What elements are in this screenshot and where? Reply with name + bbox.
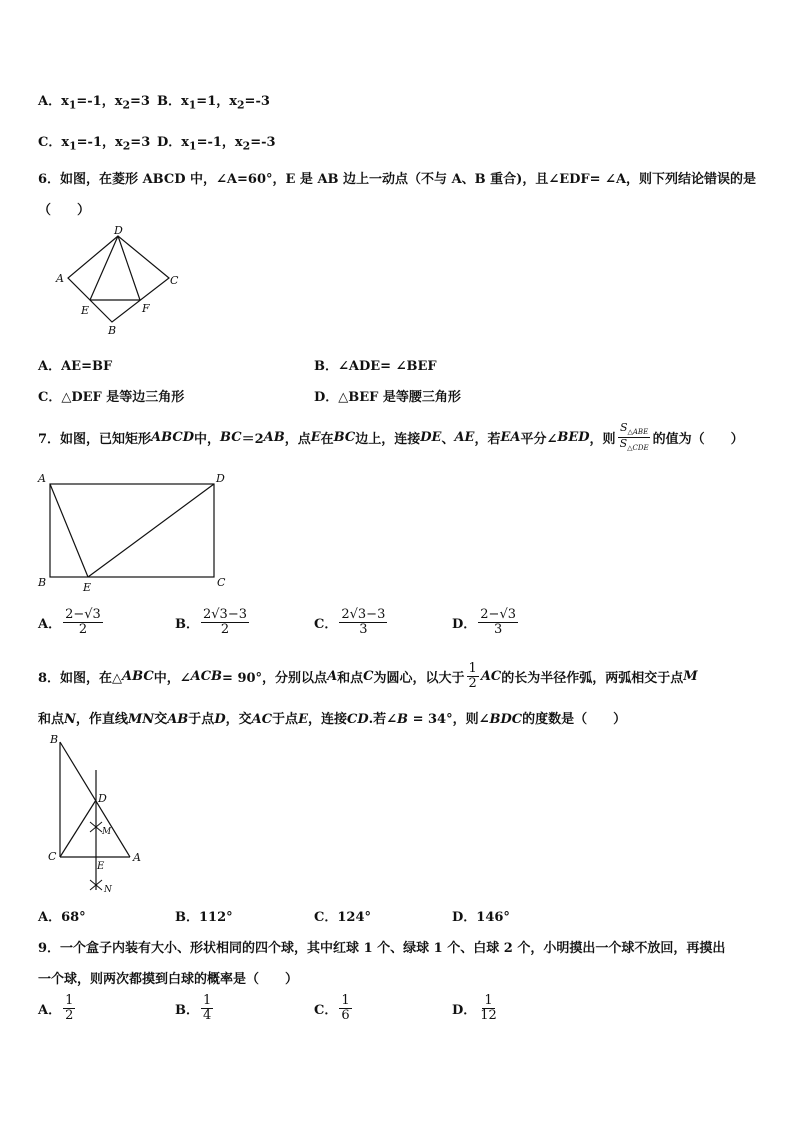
q5-option-b: B．$x_1=1$，$x_2=-3$ [157,94,270,112]
q8-label-c: C [48,850,57,863]
q6-rhombus-figure [52,226,182,338]
q8-stem-line2: 和点N，作直线MN交AB于点D，交AC于点E，连接CD.若∠B = 34°，则∠BDC的度数是（ ） [38,712,627,727]
q8-stem-line1: 8．如图，在△ ABC 中，∠ ACB = 90°，分别以点 A 和点 C 为圆心，以大于 $\frac{1}{2}$ AC 的长为半径作弧，两弧相交于点 M [38,661,698,691]
q8-label-d: D [98,792,107,805]
q6-label-a: A [56,272,64,285]
q7-option-a: A． $\frac{2-√3}{2}$ [38,607,101,637]
q5-option-c: C．$x_1=-1$，$x_2=3$ [38,135,151,153]
q8-label-m: M [102,827,112,837]
q8-triangle-figure [40,730,150,900]
q8-label-n: N [104,885,112,895]
q7-stem: 7．如图，已知矩形 ABCD 中， BC ＝2 AB ，点 E 在 BC 边上，连接 DE 、 AE ，若 EA 平分∠ BED ，则 $\frac{S_{\triangle ABE}}{S_{\triangle CDE}}$ 的值为（ ） [38,421,744,452]
q9-option-c: C． $\frac{1}{6}$ [314,993,350,1023]
q9-option-a: A． $\frac{1}{2}$ [38,993,74,1023]
q7-option-d: D． $\frac{2-√3}{3}$ [452,607,516,637]
q8-label-b: B [50,733,59,746]
q9-option-d: D． $\frac{1}{12}$ [452,993,497,1023]
q8-label-a: A [133,851,141,864]
q6-option-a: A．AE=BF [38,359,113,374]
q6-label-e: E [81,304,90,317]
q6-label-b: B [108,324,117,337]
q7-option-b: B． $\frac{2√3-3}{2}$ [175,607,247,637]
q7-option-c: C． $\frac{2√3-3}{3}$ [314,607,386,637]
q5-option-d: D．$x_1=-1$，$x_2=-3$ [157,135,276,153]
q6-label-f: F [142,302,150,315]
q7-label-b: B [38,576,47,589]
q8-label-e: E [97,861,105,872]
q7-label-a: A [38,472,46,485]
q9-option-b: B． $\frac{1}{4}$ [175,993,212,1023]
q8-option-d: D．146° [452,910,510,925]
q8-option-c: C．124° [314,910,371,925]
q7-area-ratio: $\frac{S_{\triangle ABE}}{S_{\triangle CDE}}$ [619,421,649,452]
q8-option-a: A．68° [38,910,86,925]
q5-option-a: A．$x_1=-1$，$x_2=3$ [38,94,150,112]
q7-label-c: C [217,576,226,589]
q7-label-e: E [83,581,92,594]
q6-label-d: D [114,226,123,237]
q7-rectangle-figure [36,470,236,595]
q7-label-d: D [216,472,225,485]
q6-option-b: B．∠ADE= ∠BEF [314,359,437,374]
q9-stem-line1: 9．一个盒子内装有大小、形状相同的四个球，其中红球 1 个、绿球 1 个、白球 2 个，小明摸出一个球不放回，再摸出 [38,941,726,956]
q8-option-b: B．112° [175,910,233,925]
q6-label-c: C [170,274,179,287]
q6-option-c: C．△DEF 是等边三角形 [38,390,185,405]
q6-stem-line2: （ ） [38,203,91,218]
q9-stem-line2: 一个球，则两次都摸到白球的概率是（ ） [38,972,299,987]
q6-option-d: D．△BEF 是等腰三角形 [314,390,461,405]
q6-stem-line1: 6．如图，在菱形 ABCD 中，∠A=60°，E 是 AB 边上一动点（不与 A、B 重合)，且∠EDF= ∠A，则下列结论错误的是 [38,172,757,187]
